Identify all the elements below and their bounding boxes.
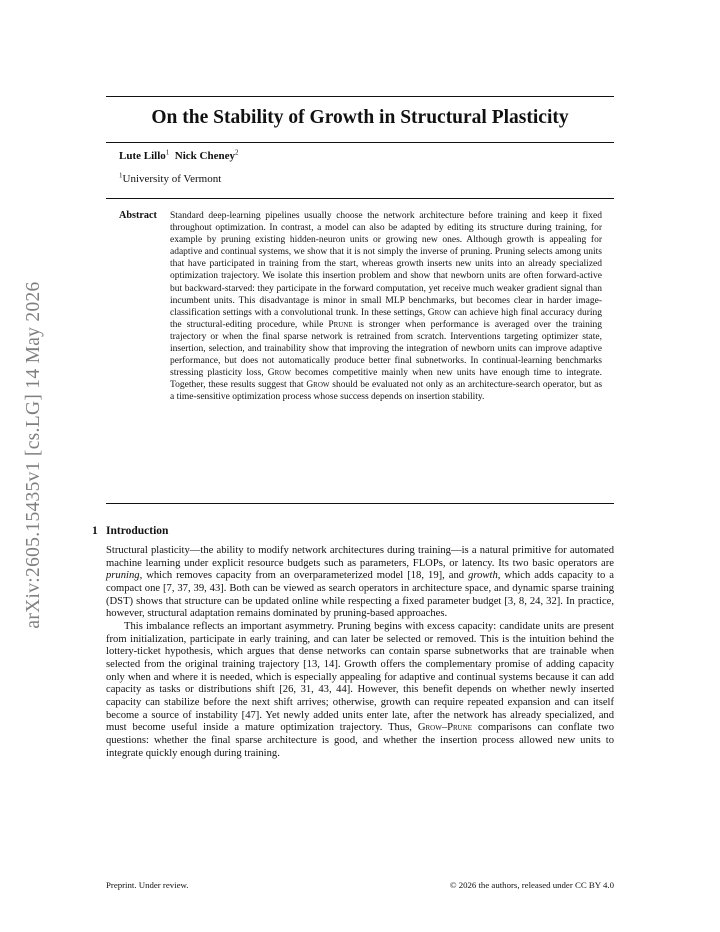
section-heading — [92, 525, 168, 537]
abstract-top-rule — [106, 198, 614, 199]
text-segment: comparisons can conflate two questions: whether the final sparse architecture is good, and whether the insertion process allowed new units to integrate quickly enough during training. — [106, 722, 614, 759]
footer-preprint-note: Preprint. Under review. — [106, 880, 189, 890]
method-name-prune: Prune — [328, 319, 353, 330]
section-number: 1 — [92, 525, 98, 537]
affiliation — [119, 173, 221, 185]
arxiv-identifier: arXiv:2605.15435v1 [cs.LG] 14 May 2026 — [23, 281, 44, 629]
abstract-segment: can achieve high final accuracy during the structural-editing procedure, while — [170, 307, 603, 330]
text-segment: This imbalance reflects an important asymmetry. Pruning begins with excess capacity: candidate units are present from initialization, participate in early training, and can later be selected or removed. This is the intuition behind the lottery-ticket hypothesis, which argues that dense networks can contain sparse subnetworks that are trainable when selected from the original training trajectory [13, 14]. Growth offers the complementary promise of adding capacity only when and where it is needed, which is especially appealing for adaptive and continual systems because it can add capacity as tasks or distributions shift [26, 31, 43, 44]. However, this benefit depends on whether newly inserted capacity can stabilize before the next shift arrives; otherwise, growth can require repeated expansion and can itself become a source of instability [47]. Yet newly added units enter late, after the network has already specialized, and must become useful inside a mature optimization trajectory. Thus, — [106, 620, 614, 734]
paper-title: On the Stability of Growth in Structural Plasticity — [151, 107, 569, 128]
title-bottom-rule — [106, 142, 614, 143]
title-top-rule — [106, 96, 614, 97]
section-title: Introduction — [106, 525, 169, 537]
introduction-body — [106, 545, 614, 760]
text-segment: , which adds capacity to a compact one [7, 37, 39, 43]. Both can be viewed as search operators in architecture space, and dynamic sparse training (DST) shows that structure can be updated online while respecting a fixed parameter budget [3, 8, 24, 32]. In practice, however, structural adaptation remains dominated by pruning-based approaches. — [106, 570, 614, 620]
emphasis-growth: growth — [468, 570, 498, 582]
abstract-label: Abstract — [119, 210, 157, 221]
paragraph — [106, 621, 614, 760]
abstract-segment: is stronger when performance is averaged over the training trajectory or when the final sparse network is retrained from scratch. Interventions targeting optimizer state, insertion, selection, and trainability show that improving the integration of newborn units can improve adaptive performance, but does not automatically produce better final subnetworks. In continual-learning benchmarks stressing plasticity loss, — [170, 319, 603, 379]
text-segment: Structural plasticity—the ability to modify network architectures during training—is a natural primitive for automated machine learning under explicit resource budgets such as parameters, FLOPs, or latency. Its two basic operators are — [106, 545, 614, 569]
emphasis-pruning: pruning — [106, 570, 140, 582]
author-list — [119, 150, 238, 162]
footer-license: © 2026 the authors, released under CC BY 4.0 — [449, 880, 614, 890]
affiliation-text: University of Vermont — [122, 173, 222, 185]
text-segment: , which removes capacity from an overparameterized model [18, 19], and — [139, 570, 465, 582]
arxiv-sidebar-stamp — [19, 240, 49, 670]
author-name: Nick Cheney — [174, 150, 235, 162]
affiliation-mark: 1 — [119, 171, 123, 180]
abstract-bottom-rule — [106, 503, 614, 504]
paragraph — [106, 545, 614, 621]
method-name-grow-prune: Grow–Prune — [417, 722, 473, 734]
abstract-text — [170, 210, 602, 404]
author-affiliation-mark: 2 — [234, 148, 239, 157]
abstract-segment: should be evaluated not only as an architecture-search operator, but as a time-sensitive optimization process whose success depends on insertion stability. — [170, 380, 603, 403]
author-affiliation-mark: 1 — [165, 148, 170, 157]
method-name-grow: Grow — [306, 380, 330, 391]
abstract-segment: becomes competitive mainly when new units have enough time to integrate. Together, these results suggest that — [170, 368, 602, 391]
method-name-grow: Grow — [427, 307, 451, 318]
method-name-grow: Grow — [267, 368, 291, 379]
abstract-segment: Standard deep-learning pipelines usually choose the network architecture before training and keep it fixed throughout optimization. In contrast, a model can also be adapted by editing its structure during training, for example by pruning existing hidden-neuron units or growing new ones. Although growth is appealing for adaptive and continual systems, we show that it is not simply the inverse of pruning. Pruning selects among units that have participated in training from the start, whereas growth inserts new units into an already specialized optimization trajectory. We isolate this insertion problem and show that newborn units are often forward-active but backward-starved: they participate in the forward computation, yet receive much weaker gradient signal than incumbent units. This disadvantage is minor in small MLP benchmarks, but becomes clear in harder image-classification settings with a convolutional trunk. In these settings, — [170, 211, 602, 318]
author-name: Lute Lillo — [119, 150, 166, 162]
